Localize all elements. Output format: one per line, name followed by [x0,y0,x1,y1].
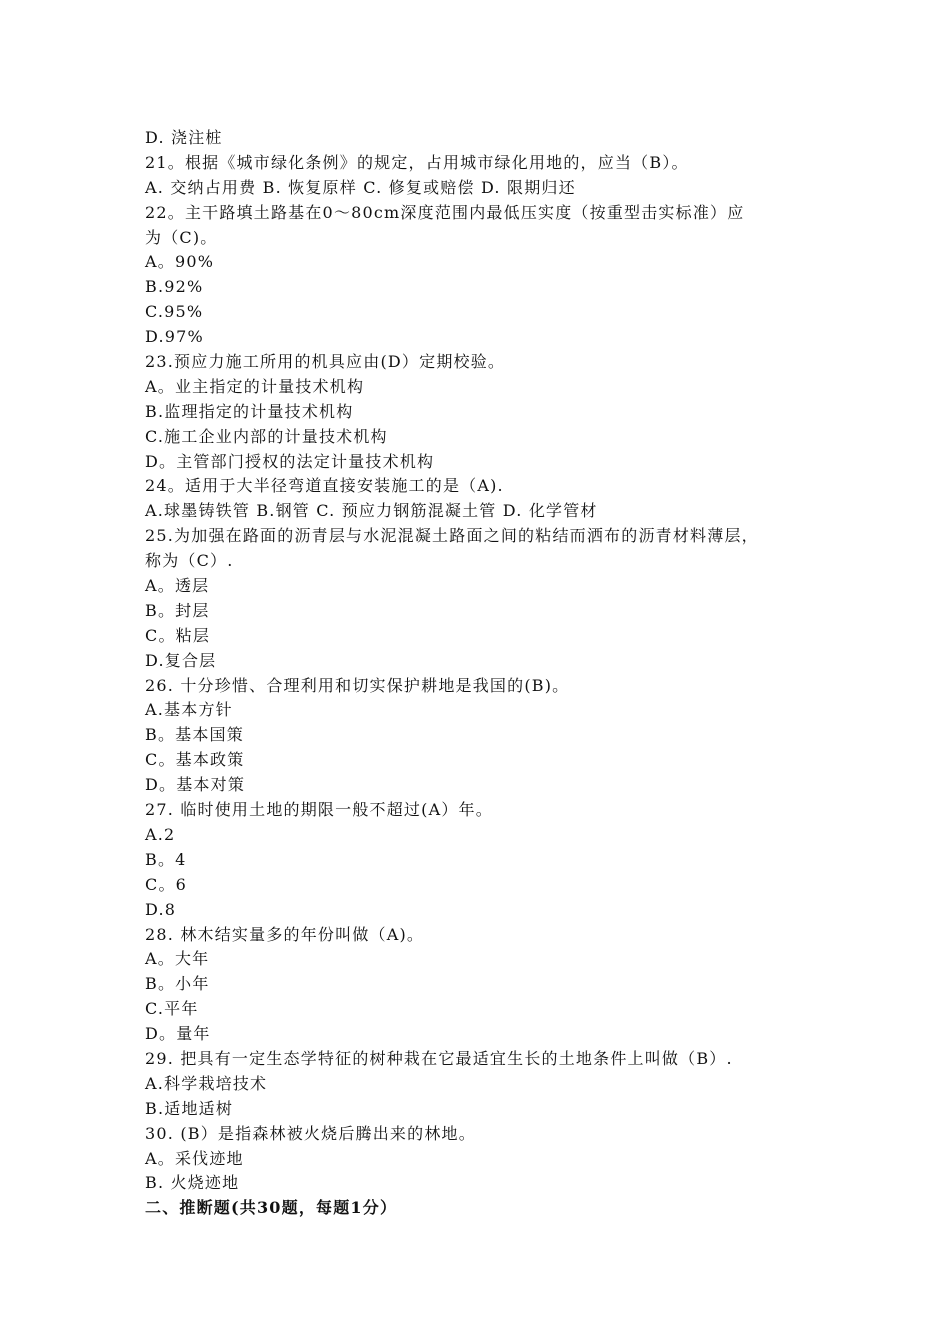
question-22: 22。主干路填土路基在0～80cm深度范围内最低压实度（按重型击实标准）应 [145,202,745,222]
options-21: A. 交纳占用费 B. 恢复原样 C. 修复或赔偿 D. 限期归还 [145,177,576,197]
option-line: B. 火烧迹地 [145,1173,240,1193]
question-25: 25.为加强在路面的沥青层与水泥混凝土路面之间的粘结而洒布的沥青材料薄层， [145,526,759,546]
question-26: 26. 十分珍惜、合理利用和切实保护耕地是我国的(B)。 [145,675,570,695]
question-21: 21。根据《城市绿化条例》的规定，占用城市绿化用地的，应当（B）。 [145,152,689,172]
option-line: A.2 [145,824,176,844]
option-line: C。粘层 [145,625,211,645]
question-23: 23.预应力施工所用的机具应由(D）定期校验。 [145,352,506,372]
option-line: A。透层 [145,576,210,596]
option-line: C.施工企业内部的计量技术机构 [145,426,388,446]
question-24: 24。适用于大半径弯道直接安装施工的是（A). [145,476,504,496]
question-30: 30. (B）是指森林被火烧后腾出来的林地。 [145,1123,476,1143]
question-28: 28. 林木结实量多的年份叫做（A)。 [145,924,425,944]
option-line: D.97% [145,327,204,347]
option-line: C.平年 [145,999,199,1019]
option-line: C.95% [145,302,204,322]
question-25-cont: 称为（C）. [145,551,234,571]
question-29: 29. 把具有一定生态学特征的树种栽在它最适宜生长的土地条件上叫做（B）. [145,1048,733,1068]
option-line: D.复合层 [145,650,217,670]
section-heading: 二、推断题(共30题，每题1分） [145,1198,398,1218]
option-line: A。90% [145,252,215,272]
option-line: A。采伐迹地 [145,1148,244,1168]
option-line: B。封层 [145,600,210,620]
option-line: A。大年 [145,949,210,969]
question-27: 27. 临时使用土地的期限一般不超过(A）年。 [145,800,493,820]
option-line: D。基本对策 [145,775,246,795]
option-line: A.科学栽培技术 [145,1073,268,1093]
option-line: D。量年 [145,1024,211,1044]
option-line: A。业主指定的计量技术机构 [145,376,365,396]
option-line: D. 浇注桩 [145,128,223,147]
option-line: B。4 [145,849,187,869]
option-line: B。小年 [145,974,210,994]
option-line: C。6 [145,874,188,894]
option-line: B.92% [145,277,204,297]
option-line: B。基本国策 [145,725,244,745]
option-line: D。主管部门授权的法定计量技术机构 [145,451,435,471]
options-24: A.球墨铸铁管 B.钢管 C. 预应力钢筋混凝土管 D. 化学管材 [145,501,598,521]
option-line: C。基本政策 [145,750,245,770]
option-line: D.8 [145,899,177,919]
option-line: A.基本方针 [145,700,233,720]
option-line: B.监理指定的计量技术机构 [145,401,354,421]
question-22-cont: 为（C)。 [145,227,218,247]
option-line: B.适地适树 [145,1098,234,1118]
document-page [145,126,835,1221]
